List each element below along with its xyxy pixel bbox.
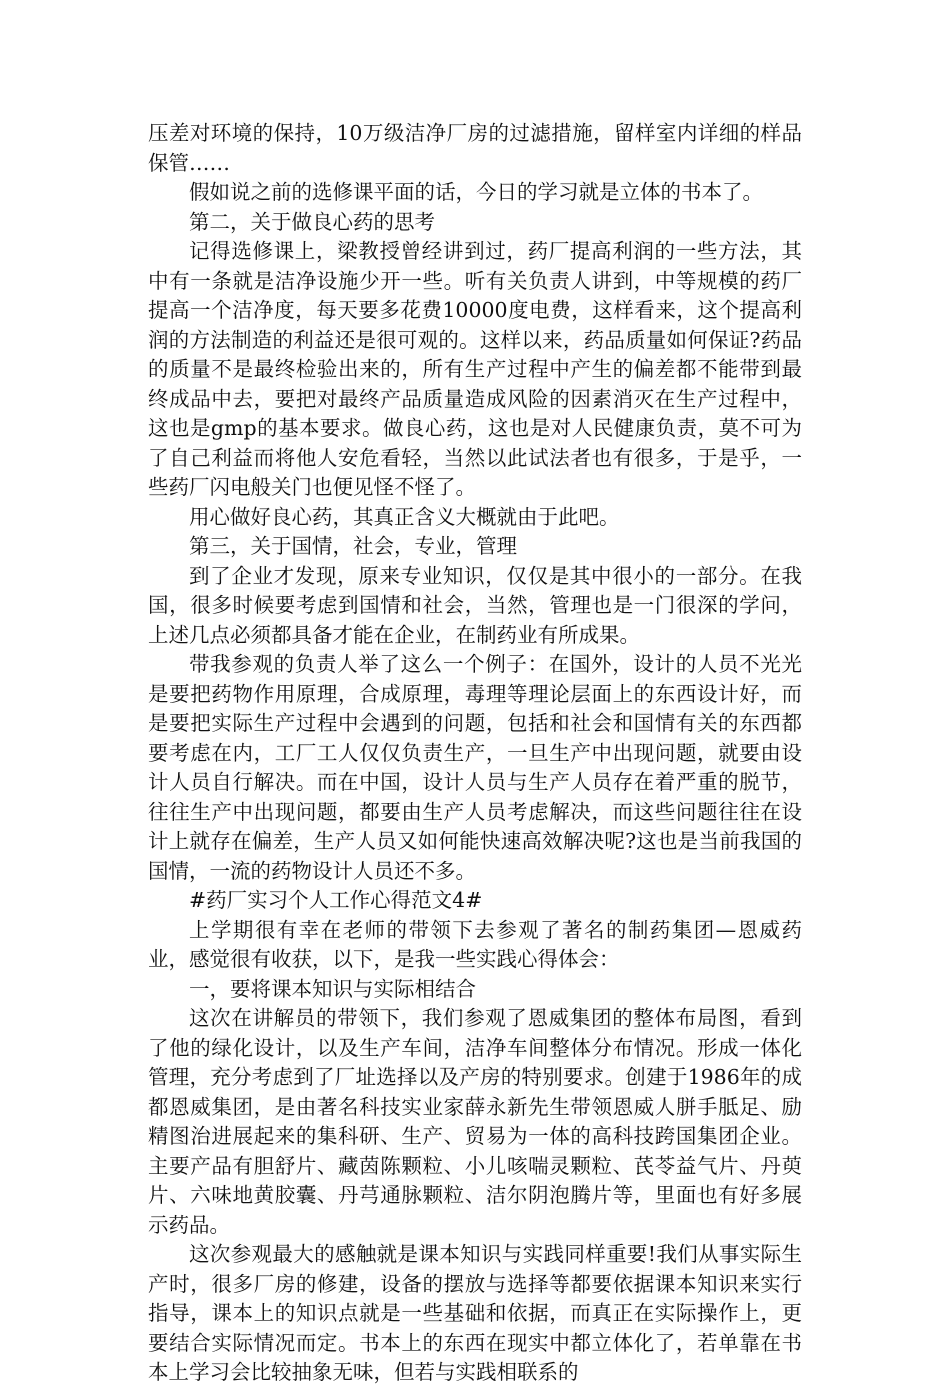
paragraph-conscience-meaning: 用心做好良心药，其真正含义大概就由于此吧。 [189,504,620,529]
paragraph-profit-methods: 记得选修课上，梁教授曾经讲到过，药厂提高利润的一些方法，其中有一条就是洁净设施少开一些。听有关负责人讲到，中等规模的药厂提高一个洁净度，每天要多花费10000度电费，这样看来，这个提高利润的方法制造的利益还是很可观的。这样以来，药品质量如何保证?药品的质量不是最终检验出来的，所有生产过程中产生的偏差都不能带到最终成品中去，要把对最终产品质量造成风险的因素消灭在生产过程中，这也是gmp的基本要求。做良心药，这也是对人民健康负责，莫不可为了自己利益而将他人安危看轻，当然以此试法者也有很多，于是乎，一些药厂闪电般关门也便见怪不怪了。 [148,239,802,499]
section-heading-theory-practice: 一，要将课本知识与实际相结合 [189,976,476,1001]
section-heading-national-conditions: 第三，关于国情，社会，专业，管理 [189,534,517,558]
article-heading-essay-4: #药厂实习个人工作心得范文4# [189,888,483,912]
paragraph-enwei-visit: 上学期很有幸在老师的带领下去参观了著名的制药集团—恩威药业，感觉很有收获，以下，是我一些实践心得体会： [148,917,802,971]
document-body [148,119,802,1388]
paragraph-flat-vs-3d: 假如说之前的选修课平面的话，今日的学习就是立体的书本了。 [189,180,763,204]
paragraph-enwei-layout: 这次在讲解员的带领下，我们参观了恩威集团的整体布局图，看到了他的绿化设计，以及生产车间，洁净车间整体分布情况。形成一体化管理，充分考虑到了厂址选择以及产房的特别要求。创建于1986年的成都恩威集团，是由著名科技实业家薛永新先生带领恩威人胼手胝足、励精图治进展起来的集科研、生产、贸易为一体的高科技跨国集团企业。主要产品有胆舒片、藏茵陈颗粒、小儿咳喘灵颗粒、芪苓益气片、丹萸片、六味地黄胶囊、丹芎通脉颗粒、洁尔阴泡腾片等，里面也有好多展示药品。 [148,1006,802,1237]
paragraph-cleanroom-details: 压差对环境的保持，10万级洁净厂房的过滤措施，留样室内详细的样品保管…… [148,121,802,175]
section-heading-conscience-medicine: 第二，关于做良心药的思考 [189,209,435,234]
paragraph-professional-knowledge: 到了企业才发现，原来专业知识，仅仅是其中很小的一部分。在我国，很多时候要考虑到国情和社会，当然，管理也是一门很深的学问，上述几点必须都具备才能在企业，在制药业有所成果。 [148,563,802,647]
paragraph-biggest-impression: 这次参观最大的感触就是课本知识与实践同样重要!我们从事实际生产时，很多厂房的修建，设备的摆放与选择等都要依据课本知识来实行指导，课本上的知识点就是一些基础和依据，而真正在实际操作上，更要结合实际情况而定。书本上的东西在现实中都立体化了，若单靠在书本上学习会比较抽象无味，但若与实践相联系的 [148,1242,802,1384]
paragraph-designer-example: 带我参观的负责人举了这么一个例子：在国外，设计的人员不光光是要把药物作用原理，合成原理，毒理等理论层面上的东西设计好，而是要把实际生产过程中会遇到的问题，包括和社会和国情有关的东西都要考虑在内，工厂工人仅仅负责生产，一旦生产中出现问题，就要由设计人员自行解决。而在中国，设计人员与生产人员存在着严重的脱节，往往生产中出现问题，都要由生产人员考虑解决，而这些问题往往在设计上就存在偏差，生产人员又如何能快速高效解决呢?这也是当前我国的国情，一流的药物设计人员还不多。 [148,652,802,883]
